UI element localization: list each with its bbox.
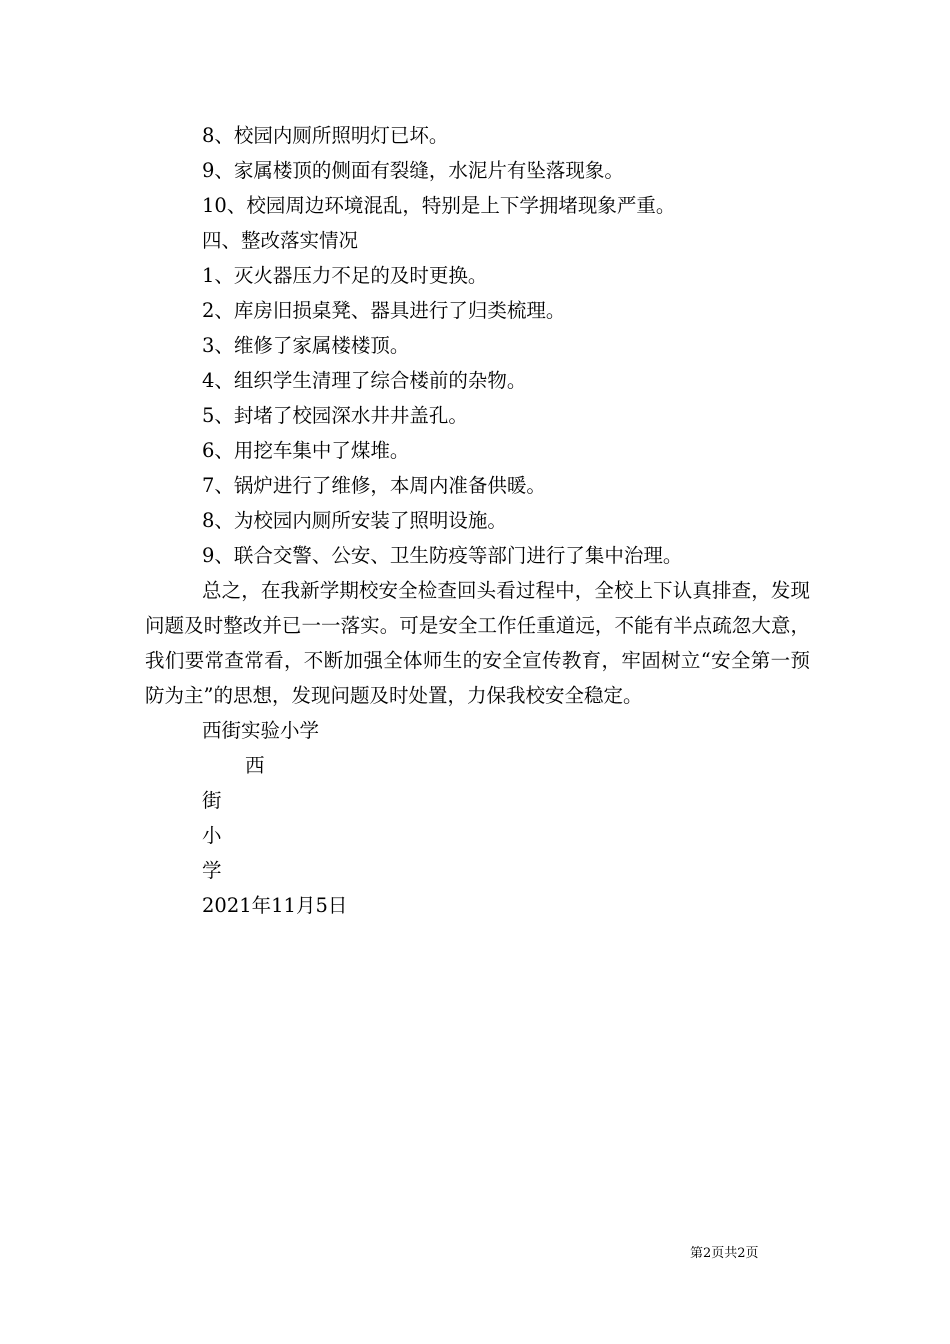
signature-char: 学 xyxy=(202,859,222,882)
list-item: 9、联合交警、公安、卫生防疫等部门进行了集中治理。 xyxy=(202,544,683,567)
signature-school: 西街实验小学 xyxy=(202,719,320,742)
signature-char: 街 xyxy=(202,789,222,812)
signature-char: 小 xyxy=(202,824,222,847)
list-item: 5、封堵了校园深水井井盖孔。 xyxy=(202,404,468,427)
list-item: 1、灭火器压力不足的及时更换。 xyxy=(202,264,488,287)
list-item: 9、家属楼顶的侧面有裂缝，水泥片有坠落现象。 xyxy=(202,159,624,182)
list-item: 7、锅炉进行了维修，本周内准备供暖。 xyxy=(202,474,546,497)
document-body xyxy=(145,118,810,923)
list-item: 4、组织学生清理了综合楼前的杂物。 xyxy=(202,369,527,392)
list-item: 6、用挖车集中了煤堆。 xyxy=(202,439,410,462)
list-item: 8、校园内厕所照明灯已坏。 xyxy=(202,124,449,147)
summary-paragraph: 总之，在我新学期校安全检查回头看过程中，全校上下认真排查，发现问题及时整改并已一一落实。可是安全工作任重道远，不能有半点疏忽大意，我们要常查常看，不断加强全体师生的安全宣传教育，牢固树立“安全第一预防为主”的思想，发现问题及时处置，力保我校安全稳定。 xyxy=(145,579,810,707)
list-item: 2、库房旧损桌凳、器具进行了归类梳理。 xyxy=(202,299,566,322)
list-item: 10、校园周边环境混乱，特别是上下学拥堵现象严重。 xyxy=(202,194,676,217)
section-heading: 四、整改落实情况 xyxy=(202,229,359,252)
list-item: 3、维修了家属楼楼顶。 xyxy=(202,334,410,357)
page-number: 第2页共2页 xyxy=(690,1246,759,1261)
signature-char: 西 xyxy=(245,754,265,777)
list-item: 8、为校园内厕所安装了照明设施。 xyxy=(202,509,507,532)
signature-date: 2021年11月5日 xyxy=(202,894,348,917)
